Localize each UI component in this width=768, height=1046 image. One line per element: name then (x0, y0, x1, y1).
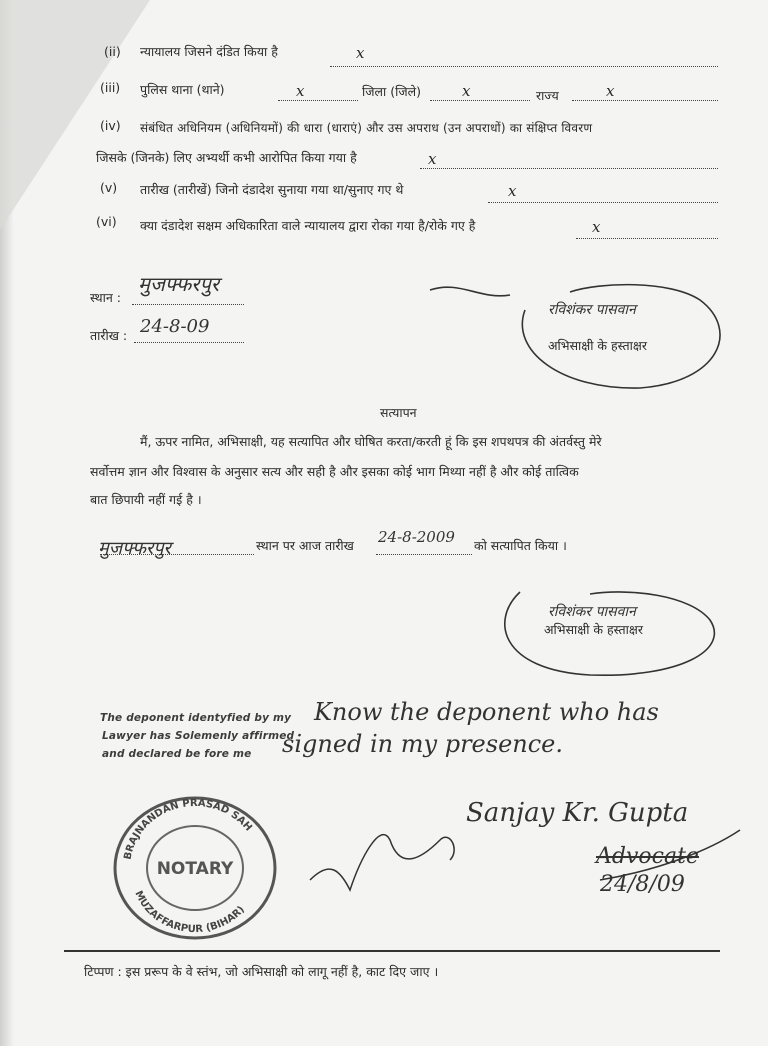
verification-line3: बात छिपायी नहीं गई है । (90, 492, 202, 507)
place-line (132, 304, 244, 305)
item-ii-line (330, 66, 718, 67)
item-iii-line3 (572, 100, 718, 101)
notary-seal (110, 790, 280, 940)
item-iv-line (420, 168, 718, 169)
item-ii-answer: x (356, 44, 365, 62)
item-iii-text: पुलिस थाना (थाने) (140, 82, 225, 97)
notary-stamp-line2: Lawyer has Solemenly affirmed (102, 730, 295, 742)
folded-corner (0, 0, 150, 230)
item-vi-line (576, 238, 718, 239)
seal-city: MUZAFFARPUR (BIHAR) (132, 889, 247, 936)
advocate-name: Sanjay Kr. Gupta (466, 798, 689, 828)
seal-name: BRAJNANDAN PRASAD SAH (122, 797, 254, 861)
item-iii-line2 (430, 100, 530, 101)
item-iii-number: (iii) (100, 80, 121, 95)
district-answer: x (462, 82, 471, 100)
footnote-divider (64, 950, 720, 952)
item-iii-answer: x (296, 82, 305, 100)
place-label: स्थान : (90, 290, 121, 305)
state-answer: x (606, 82, 615, 100)
item-v-text: तारीख (तारीखें) जिनो दंडादेश सुनाया गया था/सुनाए गए थे (140, 182, 404, 197)
signature2-label: अभिसाक्षी के हस्ताक्षर (544, 622, 643, 637)
footnote: टिप्पण : इस प्ररूप के वे स्तंभ, जो अभिसाक्षी को लागू नहीं है, काट दिए जाए । (84, 964, 439, 979)
verification-line1: मैं, ऊपर नामित, अभिसाक्षी, यह सत्यापित और घोषित करता/करती हूं कि इस शपथपत्र की अंतर्वस्तु मेरे (140, 434, 602, 449)
signature2-scribble: रविशंकर पासवान (548, 604, 636, 620)
date-label: तारीख : (90, 328, 128, 343)
item-iv-text2: जिसके (जिनके) लिए अभ्यर्थी कभी आरोपित किया गया है (96, 150, 357, 165)
date-value: 24-8-09 (140, 316, 210, 337)
item-vi-text: क्या दंडादेश सक्षम अधिकारिता वाले न्यायालय द्वारा रोका गया है/रोके गए है (140, 218, 476, 233)
item-iv-number: (iv) (100, 118, 121, 133)
verification-heading: सत्यापन (380, 405, 417, 420)
place-value: मुजफ्फरपुर (138, 272, 219, 296)
verification-place-value: मुजफ्फरपुर (98, 538, 171, 559)
item-ii-text: न्यायालय जिसने दंडित किया है (140, 44, 278, 59)
verification-date-value: 24-8-2009 (378, 528, 455, 546)
item-v-answer: x (508, 182, 517, 200)
handwritten-note-line2: signed in my presence. (282, 730, 564, 758)
state-label: राज्य (536, 88, 559, 103)
item-iii-line1 (278, 100, 358, 101)
item-iv-text: संबंधित अधिनियम (अधिनियमों) की धारा (धाराएं) और उस अपराध (उन अपराधों) का संक्षिप्त विवरण (140, 121, 593, 135)
advocate-title: Advocate (596, 844, 699, 869)
handwritten-note-line1: Know the deponent who has (314, 698, 659, 726)
advocate-date: 24/8/09 (600, 872, 685, 897)
item-iv-answer: x (428, 150, 437, 168)
notary-stamp-line1: The deponent identyfied by my (100, 712, 292, 724)
verification-mid-text: स्थान पर आज तारीख (256, 538, 354, 553)
notary-stamp-line3: and declared be fore me (102, 748, 252, 760)
item-ii-number: (ii) (104, 44, 121, 59)
date-line (134, 342, 244, 343)
signature1-scribble: रविशंकर पासवान (548, 302, 636, 318)
verification-date-line (376, 554, 472, 555)
seal-word: NOTARY (156, 859, 234, 879)
signature1-label: अभिसाक्षी के हस्ताक्षर (548, 338, 647, 353)
verification-end-text: को सत्यापित किया । (474, 538, 567, 553)
item-vi-answer: x (592, 218, 601, 236)
item-v-number: (v) (100, 180, 118, 195)
item-vi-number: (vi) (96, 214, 117, 229)
verification-line2: सर्वोत्तम ज्ञान और विश्वास के अनुसार सत्य और सही है और इसका कोई भाग मिथ्या नहीं है और कोई तात्विक (90, 464, 579, 479)
item-v-line (488, 202, 718, 203)
district-label: जिला (जिले) (362, 84, 421, 99)
